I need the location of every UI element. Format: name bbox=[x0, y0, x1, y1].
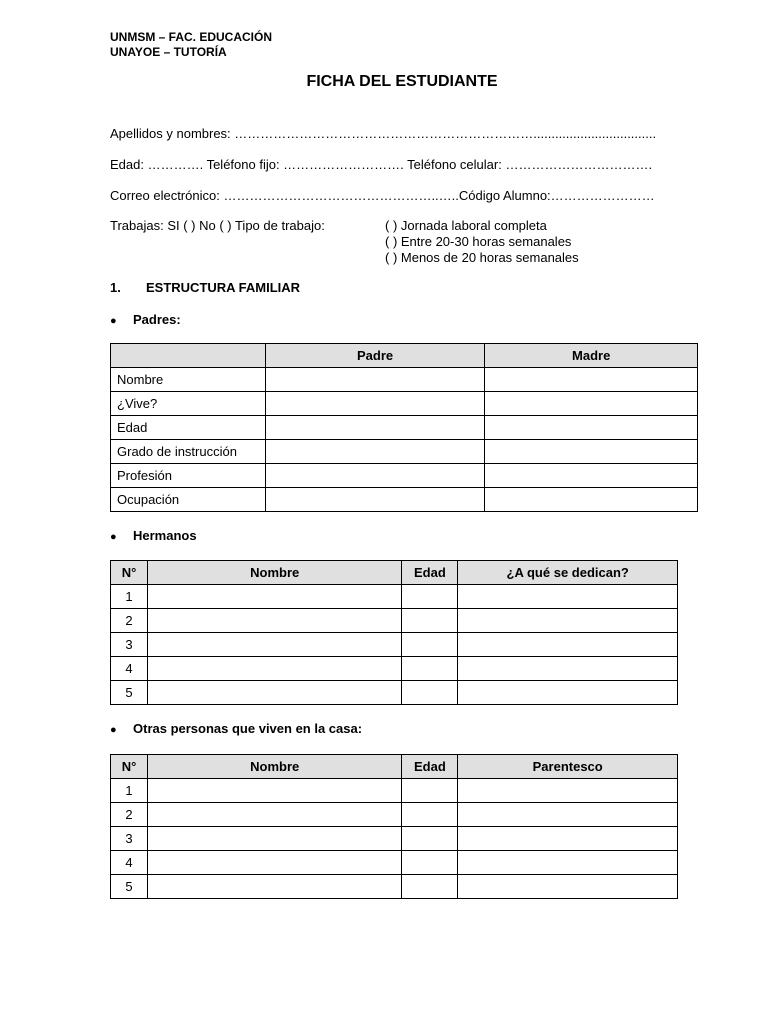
column-header: ¿A qué se dedican? bbox=[458, 561, 678, 585]
column-header: Madre bbox=[485, 344, 698, 368]
hermanos-heading-text: Hermanos bbox=[133, 528, 197, 543]
section-title: ESTRUCTURA FAMILIAR bbox=[146, 280, 301, 295]
table-cell[interactable] bbox=[402, 803, 458, 827]
table-cell[interactable] bbox=[147, 657, 401, 681]
table-cell[interactable] bbox=[147, 585, 401, 609]
table-cell[interactable] bbox=[402, 585, 458, 609]
table-row bbox=[111, 392, 698, 416]
table-cell[interactable] bbox=[485, 440, 698, 464]
table-cell[interactable] bbox=[458, 633, 678, 657]
row-number: 2 bbox=[111, 609, 148, 633]
table-cell[interactable] bbox=[458, 609, 678, 633]
table-cell[interactable] bbox=[458, 827, 678, 851]
otras-personas-heading bbox=[110, 721, 362, 736]
hermanos-table bbox=[110, 560, 678, 705]
row-number: 1 bbox=[111, 779, 148, 803]
table-row bbox=[111, 585, 678, 609]
table-cell[interactable] bbox=[402, 875, 458, 899]
column-header: Nombre bbox=[147, 755, 401, 779]
row-number: 3 bbox=[111, 633, 148, 657]
column-header: Nombre bbox=[147, 561, 401, 585]
table-cell[interactable] bbox=[402, 657, 458, 681]
bullet-icon: ● bbox=[110, 315, 117, 327]
table-cell[interactable] bbox=[402, 609, 458, 633]
table-header-row bbox=[111, 561, 678, 585]
row-label: Nombre bbox=[111, 368, 266, 392]
table-cell[interactable] bbox=[402, 779, 458, 803]
table-row bbox=[111, 779, 678, 803]
header bbox=[110, 30, 272, 60]
table-cell[interactable] bbox=[458, 851, 678, 875]
table-cell[interactable] bbox=[265, 392, 485, 416]
row-number: 2 bbox=[111, 803, 148, 827]
row-number: 5 bbox=[111, 875, 148, 899]
table-cell[interactable] bbox=[147, 851, 401, 875]
row-label: Grado de instrucción bbox=[111, 440, 266, 464]
trabajas-field: Trabajas: SI ( ) No ( ) Tipo de trabajo: bbox=[110, 218, 325, 233]
otras-personas-heading-text: Otras personas que viven en la casa: bbox=[133, 721, 363, 736]
table-cell[interactable] bbox=[458, 585, 678, 609]
row-number: 4 bbox=[111, 657, 148, 681]
row-label: Ocupación bbox=[111, 488, 266, 512]
table-row bbox=[111, 827, 678, 851]
work-option-full: ( ) Jornada laboral completa bbox=[385, 218, 547, 233]
bullet-icon: ● bbox=[110, 724, 117, 736]
row-number: 3 bbox=[111, 827, 148, 851]
table-row bbox=[111, 851, 678, 875]
table-row bbox=[111, 633, 678, 657]
row-label: ¿Vive? bbox=[111, 392, 266, 416]
column-header: Parentesco bbox=[458, 755, 678, 779]
padres-table bbox=[110, 343, 698, 512]
bullet-icon: ● bbox=[110, 531, 117, 543]
table-row bbox=[111, 657, 678, 681]
table-cell[interactable] bbox=[265, 416, 485, 440]
table-cell[interactable] bbox=[458, 875, 678, 899]
table-cell[interactable] bbox=[147, 633, 401, 657]
table-row bbox=[111, 803, 678, 827]
table-row bbox=[111, 488, 698, 512]
table-cell[interactable] bbox=[485, 464, 698, 488]
column-header: Edad bbox=[402, 561, 458, 585]
table-cell[interactable] bbox=[458, 779, 678, 803]
table-cell[interactable] bbox=[485, 368, 698, 392]
row-label: Profesión bbox=[111, 464, 266, 488]
table-cell[interactable] bbox=[265, 488, 485, 512]
table-cell[interactable] bbox=[402, 633, 458, 657]
table-row bbox=[111, 681, 678, 705]
table-cell[interactable] bbox=[147, 681, 401, 705]
table-cell[interactable] bbox=[265, 368, 485, 392]
table-cell[interactable] bbox=[147, 875, 401, 899]
table-row bbox=[111, 368, 698, 392]
table-cell[interactable] bbox=[265, 464, 485, 488]
table-cell[interactable] bbox=[265, 440, 485, 464]
correo-codigo-field: Correo electrónico: …………………………………………..…..Código Alumno:…………………… bbox=[110, 188, 655, 203]
table-cell[interactable] bbox=[458, 681, 678, 705]
section-heading bbox=[110, 280, 300, 295]
padres-heading-text: Padres: bbox=[133, 312, 181, 327]
table-cell[interactable] bbox=[147, 827, 401, 851]
header-department: UNAYOE – TUTORÍA bbox=[110, 45, 227, 59]
table-cell[interactable] bbox=[485, 488, 698, 512]
section-number: 1. bbox=[110, 280, 121, 295]
column-header: Padre bbox=[265, 344, 485, 368]
table-header-row bbox=[111, 755, 678, 779]
apellidos-field: Apellidos y nombres: …………………………………………………………….................................. bbox=[110, 126, 657, 141]
table-cell[interactable] bbox=[485, 392, 698, 416]
work-option-20-30: ( ) Entre 20-30 horas semanales bbox=[385, 234, 572, 249]
table-row bbox=[111, 416, 698, 440]
table-cell[interactable] bbox=[402, 681, 458, 705]
page-title: FICHA DEL ESTUDIANTE bbox=[306, 73, 498, 90]
column-header: N° bbox=[111, 755, 148, 779]
table-row bbox=[111, 440, 698, 464]
padres-heading bbox=[110, 312, 181, 327]
hermanos-heading bbox=[110, 528, 197, 543]
table-cell[interactable] bbox=[147, 779, 401, 803]
table-cell[interactable] bbox=[485, 416, 698, 440]
table-cell[interactable] bbox=[402, 827, 458, 851]
row-number: 4 bbox=[111, 851, 148, 875]
otras-personas-table bbox=[110, 754, 678, 899]
column-header: Edad bbox=[402, 755, 458, 779]
table-cell[interactable] bbox=[458, 657, 678, 681]
column-header: N° bbox=[111, 561, 148, 585]
table-cell[interactable] bbox=[458, 803, 678, 827]
table-header-row bbox=[111, 344, 698, 368]
work-type-options bbox=[385, 218, 579, 266]
table-row bbox=[111, 464, 698, 488]
row-label: Edad bbox=[111, 416, 266, 440]
table-cell[interactable] bbox=[402, 851, 458, 875]
row-number: 1 bbox=[111, 585, 148, 609]
table-row bbox=[111, 875, 678, 899]
table-cell[interactable] bbox=[147, 609, 401, 633]
table-row bbox=[111, 609, 678, 633]
work-option-less-20: ( ) Menos de 20 horas semanales bbox=[385, 250, 579, 265]
edad-telefono-field: Edad: …………. Teléfono fijo: ………………………. Teléfono celular: ……………………………. bbox=[110, 157, 653, 172]
header-institution: UNMSM – FAC. EDUCACIÓN bbox=[110, 30, 273, 44]
table-cell[interactable] bbox=[147, 803, 401, 827]
column-header bbox=[111, 344, 266, 368]
row-number: 5 bbox=[111, 681, 148, 705]
